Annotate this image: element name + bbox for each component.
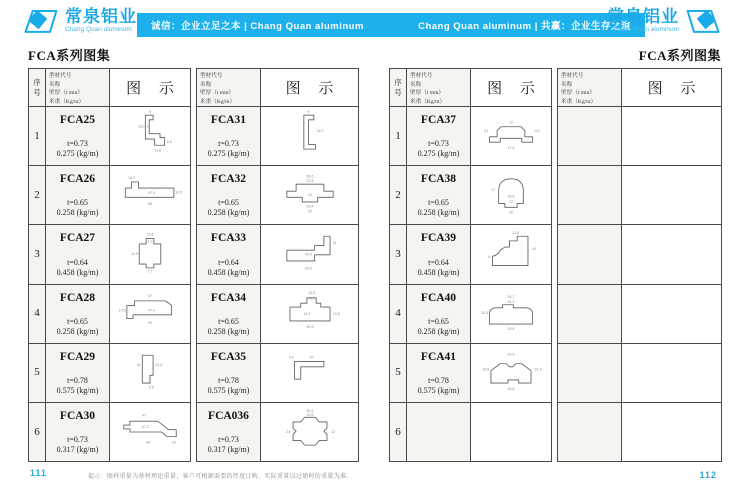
profile-diagram [471, 109, 551, 163]
svg-text:31.5: 31.5 [534, 367, 542, 372]
svg-text:59: 59 [307, 209, 312, 214]
profile-code: FCA34 [210, 291, 247, 304]
table-row [390, 285, 551, 344]
svg-text:10.5: 10.5 [175, 190, 182, 195]
svg-text:34.2: 34.2 [507, 299, 515, 304]
footer-note: 提示：图样重量为基材理论重量，客户可根据需要的厚度订购，实际重量以过磅时的重量为准。 [88, 474, 353, 480]
svg-text:64.5: 64.5 [304, 266, 312, 271]
svg-text:10: 10 [309, 355, 314, 360]
profile-diagram [110, 287, 190, 341]
svg-text:50.5: 50.5 [306, 324, 313, 329]
profile-thickness: t=0.78 [67, 375, 88, 385]
table-header-row [558, 69, 721, 107]
svg-text:7.7: 7.7 [147, 269, 153, 274]
svg-text:4.2: 4.2 [534, 129, 540, 134]
info-column-header: 型材代号 名称 壁厚（t mm） 米重（Kg/m） [558, 69, 622, 106]
profile-thickness: t=0.78 [218, 375, 239, 385]
table-row [390, 403, 551, 461]
diagram-cell [110, 344, 190, 402]
seq-cell: 6 [390, 403, 407, 461]
table-row [29, 166, 190, 225]
svg-text:14.2: 14.2 [141, 124, 149, 129]
profile-info-cell [407, 225, 471, 283]
profile-thickness: t=0.73 [218, 435, 239, 445]
profile-info-cell [197, 166, 261, 224]
diagram-cell [261, 344, 358, 402]
diagram-cell [622, 107, 721, 165]
svg-text:12.6: 12.6 [307, 290, 315, 295]
svg-text:14.2: 14.2 [302, 311, 310, 316]
seq-cell: 6 [29, 403, 46, 461]
table-row [29, 344, 190, 403]
profile-diagram [269, 287, 351, 341]
profile-code: FCA39 [420, 232, 457, 245]
table-row [390, 166, 551, 225]
logo-title: 常泉铝业 [65, 7, 137, 27]
svg-text:20: 20 [509, 210, 513, 215]
svg-text:47: 47 [141, 413, 146, 418]
profile-info-cell [197, 225, 261, 283]
profile-code: FCA32 [210, 173, 247, 186]
profile-thickness: t=0.73 [218, 139, 239, 149]
profile-code: FCA41 [420, 350, 457, 363]
profile-code: FCA31 [210, 114, 247, 126]
svg-text:10.8: 10.8 [332, 311, 340, 316]
profile-code: FCA036 [208, 409, 249, 422]
diagram-cell [471, 225, 551, 283]
profile-info-cell [407, 166, 471, 224]
diagram-cell [471, 166, 551, 224]
profile-info-cell [46, 166, 110, 224]
svg-text:44: 44 [532, 247, 537, 252]
svg-text:4.2: 4.2 [147, 239, 153, 244]
profile-weight: 0.575 (kg/m) [207, 385, 250, 395]
diagram-cell [110, 285, 190, 343]
profile-diagram [269, 168, 351, 222]
logo-left [20, 6, 137, 36]
profile-diagram [471, 287, 551, 341]
profile-info-cell [46, 403, 110, 461]
diagram-cell [261, 403, 358, 461]
slogan-banner [137, 13, 645, 37]
svg-text:43.6: 43.6 [507, 352, 515, 357]
profile-code: FCA40 [420, 291, 457, 304]
seq-cell: 3 [390, 225, 407, 283]
diagram-cell [622, 285, 721, 343]
diagram-cell [261, 225, 358, 283]
table-row [558, 285, 721, 344]
profile-thickness: t=0.65 [67, 316, 88, 326]
svg-text:12: 12 [330, 429, 335, 434]
diagram-cell [471, 107, 551, 165]
table-header-row [29, 69, 190, 107]
svg-text:11.9: 11.9 [131, 252, 138, 257]
svg-text:10.6: 10.6 [306, 412, 313, 417]
diagram-column-header: 图 示 [471, 69, 551, 106]
diagram-cell [622, 225, 721, 283]
svg-text:19.6: 19.6 [482, 367, 489, 372]
svg-text:16: 16 [136, 362, 141, 367]
profile-info-cell [407, 285, 471, 343]
seq-column-header: 序 号 [29, 69, 46, 106]
seq-cell: 2 [390, 166, 407, 224]
banner-right-slogan: Chang Quan aluminum | 共赢：企业生存之道 [418, 21, 631, 32]
logo-subtitle: Chang Quan aluminum [65, 26, 132, 34]
profile-thickness: t=0.64 [428, 257, 449, 267]
profile-weight: 0.258 (kg/m) [56, 208, 99, 218]
profile-info-cell [46, 225, 110, 283]
svg-text:10.5: 10.5 [118, 308, 126, 313]
profile-weight: 0.317 (kg/m) [207, 445, 250, 455]
page-number-right: 112 [699, 470, 717, 480]
seq-cell: 5 [29, 344, 46, 402]
seq-cell: 4 [29, 285, 46, 343]
diagram-cell [261, 107, 358, 165]
svg-text:45.8: 45.8 [507, 386, 515, 391]
profile-info-cell [197, 344, 261, 402]
table-row [29, 403, 190, 461]
profile-weight: 0.258 (kg/m) [207, 208, 250, 218]
table-row [197, 166, 358, 225]
profile-weight: 0.258 (kg/m) [417, 326, 460, 336]
table-row [197, 344, 358, 403]
svg-text:24: 24 [285, 429, 290, 434]
diagram-cell [471, 403, 551, 461]
diagram-cell [110, 166, 190, 224]
svg-text:65: 65 [148, 202, 152, 207]
svg-text:8: 8 [488, 255, 491, 260]
logo-right [607, 6, 724, 36]
profile-code: FCA26 [59, 173, 96, 186]
page-number-left: 111 [30, 468, 48, 478]
svg-text:47.4: 47.4 [148, 308, 155, 313]
table-row [390, 225, 551, 284]
profile-thickness: t=0.73 [67, 435, 88, 445]
diagram-cell [622, 166, 721, 224]
page-title-right: FCA系列图集 [638, 48, 721, 63]
profile-info-cell [558, 225, 622, 283]
diagram-column-header: 图 示 [622, 69, 721, 106]
profile-weight: 0.275 (kg/m) [417, 149, 460, 159]
svg-text:80: 80 [146, 440, 151, 445]
profile-info-cell [197, 403, 261, 461]
profile-weight: 0.258 (kg/m) [417, 208, 460, 218]
diagram-column-header: 图 示 [261, 69, 358, 106]
table-row [558, 225, 721, 284]
profile-weight: 0.317 (kg/m) [56, 445, 99, 455]
profile-diagram [471, 346, 551, 400]
profile-code: FCA28 [59, 291, 96, 304]
diagram-column-header: 图 示 [110, 69, 190, 106]
table-row [197, 225, 358, 284]
table-header-row [390, 69, 551, 107]
seq-cell: 1 [390, 107, 407, 165]
table-row [197, 285, 358, 344]
svg-text:22.5: 22.5 [306, 179, 313, 184]
seq-cell: 4 [390, 285, 407, 343]
profile-info-cell [46, 107, 110, 165]
profile-table-3 [389, 68, 552, 462]
seq-cell: 1 [29, 107, 46, 165]
table-row [390, 107, 551, 166]
svg-text:5: 5 [306, 109, 309, 114]
info-column-header: 型材代号 名称 壁厚（t mm） 米重（Kg/m） [197, 69, 261, 106]
profile-weight: 0.575 (kg/m) [56, 385, 99, 395]
table-row [558, 403, 721, 461]
logo-icon [684, 6, 724, 36]
svg-text:47.2: 47.2 [141, 425, 149, 430]
profile-info-cell [407, 403, 471, 461]
table-row [29, 225, 190, 284]
profile-diagram [269, 227, 351, 281]
profile-diagram [110, 227, 190, 281]
seq-cell: 3 [29, 225, 46, 283]
profile-weight: 0.275 (kg/m) [207, 149, 250, 159]
svg-text:13.4: 13.4 [155, 362, 162, 367]
seq-cell: 5 [390, 344, 407, 402]
table-row [390, 344, 551, 403]
profile-code: FCA25 [59, 114, 96, 126]
seq-column-header: 序 号 [390, 69, 407, 106]
svg-text:47.5: 47.5 [148, 191, 155, 196]
profile-weight: 0.458 (kg/m) [56, 267, 99, 277]
profile-code: FCA29 [59, 350, 96, 363]
profile-diagram [471, 227, 551, 281]
profile-weight: 0.258 (kg/m) [56, 326, 99, 336]
profile-code: FCA37 [420, 114, 457, 126]
profile-thickness: t=0.64 [67, 257, 88, 267]
seq-cell: 2 [29, 166, 46, 224]
svg-text:3.1: 3.1 [483, 129, 489, 134]
svg-text:31: 31 [332, 241, 337, 246]
profile-diagram [110, 346, 190, 400]
profile-thickness: t=0.64 [218, 257, 239, 267]
diagram-cell [622, 344, 721, 402]
svg-text:29.4: 29.4 [306, 204, 313, 209]
svg-text:11.8: 11.8 [154, 148, 162, 153]
profile-diagram [110, 405, 190, 459]
svg-text:15.5: 15.5 [481, 310, 489, 315]
svg-text:44.5: 44.5 [304, 252, 312, 257]
profile-table-1 [28, 68, 191, 462]
svg-text:12: 12 [509, 120, 513, 125]
svg-text:47: 47 [148, 293, 152, 298]
profile-info-cell [407, 344, 471, 402]
profile-info-cell [558, 285, 622, 343]
profile-code: FCA38 [420, 173, 457, 186]
profile-weight: 0.258 (kg/m) [207, 326, 250, 336]
profile-weight: 0.275 (kg/m) [56, 149, 99, 159]
profile-weight: 0.458 (kg/m) [207, 267, 250, 277]
svg-text:18.6: 18.6 [507, 194, 515, 199]
profile-thickness: t=0.65 [67, 198, 88, 208]
profile-info-cell [197, 285, 261, 343]
table-row [558, 166, 721, 225]
profile-info-cell [46, 344, 110, 402]
profile-thickness: t=0.73 [428, 139, 449, 149]
svg-text:5: 5 [149, 109, 151, 114]
profile-info-cell [407, 107, 471, 165]
svg-text:5.8: 5.8 [149, 385, 155, 390]
profile-thickness: t=0.65 [218, 316, 239, 326]
profile-diagram [471, 168, 551, 222]
profile-diagram [269, 405, 351, 459]
profile-thickness: t=0.73 [67, 139, 88, 149]
profile-info-cell [558, 107, 622, 165]
table-row [558, 107, 721, 166]
info-column-header: 型材代号 名称 壁厚（t mm） 米重（Kg/m） [46, 69, 110, 106]
profile-diagram [110, 168, 190, 222]
profile-thickness: t=0.65 [428, 316, 449, 326]
profile-code: FCA30 [59, 409, 96, 422]
svg-text:17.8: 17.8 [507, 146, 515, 151]
banner-left-slogan: 诚信：企业立足之本 | Chang Quan aluminum [151, 21, 364, 32]
diagram-cell [110, 107, 190, 165]
svg-text:17: 17 [491, 188, 496, 193]
profile-diagram [110, 109, 190, 163]
profile-diagram [269, 109, 351, 163]
logo-title: 常泉铝业 [607, 7, 679, 27]
table-row [558, 344, 721, 403]
table-row [29, 285, 190, 344]
profile-info-cell [558, 403, 622, 461]
svg-text:10.6: 10.6 [307, 295, 315, 300]
svg-text:56.5: 56.5 [306, 174, 313, 179]
diagram-cell [471, 285, 551, 343]
table-row [29, 107, 190, 166]
diagram-cell [110, 225, 190, 283]
profile-thickness: t=0.65 [428, 198, 449, 208]
svg-text:33.5: 33.5 [507, 326, 515, 331]
profile-table-2 [196, 68, 359, 462]
info-column-header: 型材代号 名称 壁厚（t mm） 米重（Kg/m） [407, 69, 471, 106]
profile-weight: 0.575 (kg/m) [417, 385, 460, 395]
diagram-cell [261, 285, 358, 343]
diagram-cell [471, 344, 551, 402]
profile-info-cell [197, 107, 261, 165]
profile-info-cell [558, 166, 622, 224]
profile-code: FCA33 [210, 232, 247, 245]
svg-text:12.6: 12.6 [512, 231, 520, 236]
table-row [197, 107, 358, 166]
profile-thickness: t=0.65 [218, 198, 239, 208]
svg-text:10: 10 [307, 193, 312, 198]
table-header-row [197, 69, 358, 107]
profile-diagram [269, 346, 351, 400]
svg-text:12: 12 [509, 199, 513, 204]
svg-text:12: 12 [171, 440, 176, 445]
diagram-cell [261, 166, 358, 224]
profile-info-cell [46, 285, 110, 343]
logo-subtitle: Chang Quan aluminum [612, 26, 679, 34]
profile-code: FCA35 [210, 350, 247, 363]
profile-info-cell [558, 344, 622, 402]
page-title-left: FCA系列图集 [28, 48, 111, 63]
profile-code: FCA27 [59, 232, 96, 245]
svg-text:4.0: 4.0 [288, 355, 294, 360]
profile-weight: 0.458 (kg/m) [417, 267, 460, 277]
svg-text:13.8: 13.8 [146, 232, 154, 237]
svg-text:19.2: 19.2 [128, 176, 135, 181]
svg-text:50.2: 50.2 [306, 408, 313, 413]
diagram-cell [622, 403, 721, 461]
svg-text:6.8: 6.8 [166, 140, 172, 145]
table-row [197, 403, 358, 461]
diagram-cell [110, 403, 190, 461]
logo-icon [20, 6, 60, 36]
svg-text:16: 16 [138, 124, 142, 129]
svg-text:16.2: 16.2 [316, 129, 323, 134]
svg-text:59: 59 [148, 320, 152, 325]
profile-table-4 [557, 68, 722, 462]
svg-text:34.7: 34.7 [507, 294, 515, 299]
profile-thickness: t=0.78 [428, 375, 449, 385]
